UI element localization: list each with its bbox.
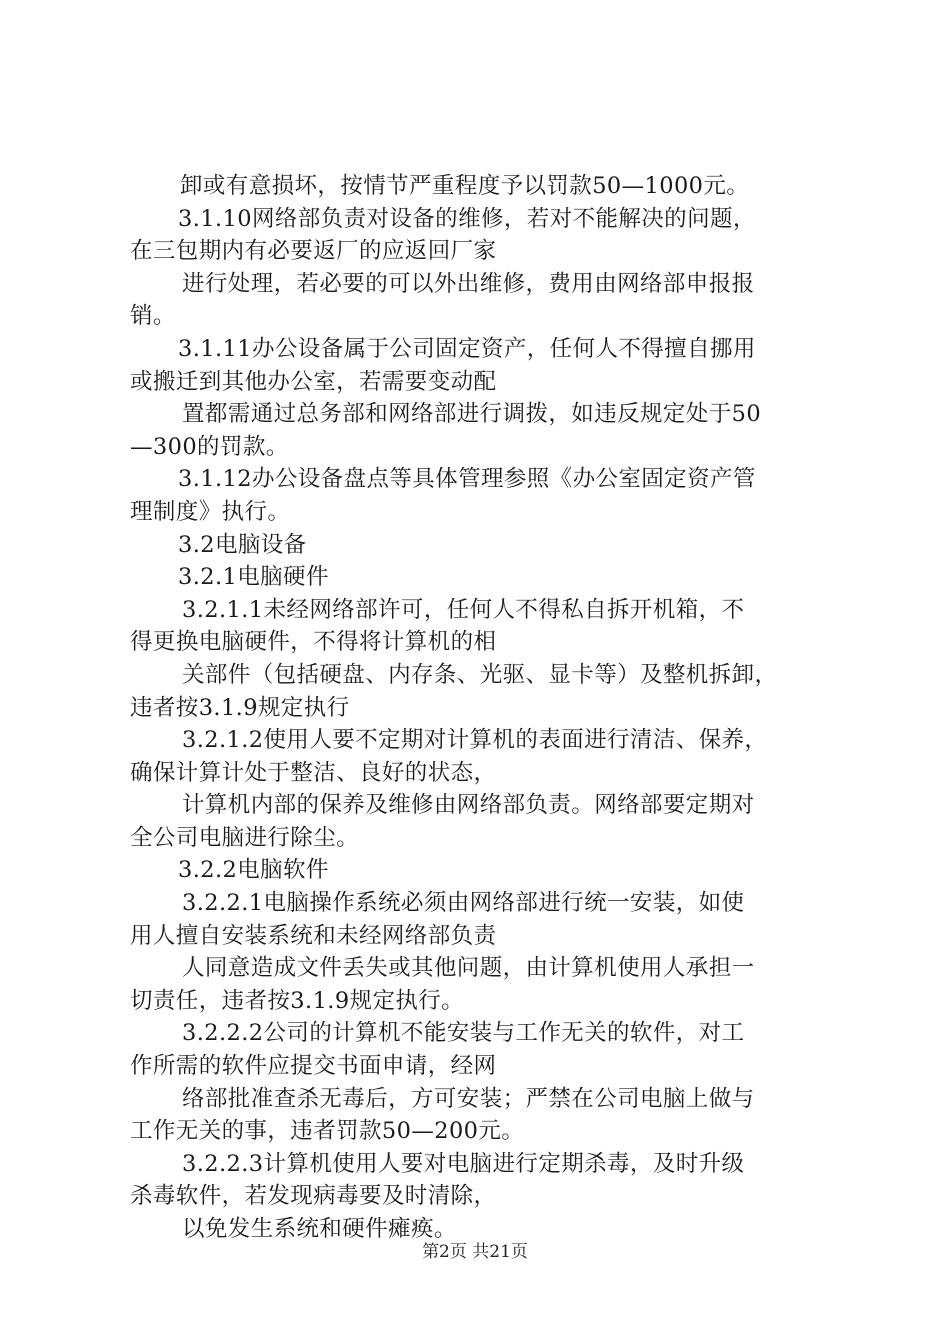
text-line: 3.2.1.2使用人要不定期对计算机的表面进行清洁、保养，	[182, 727, 768, 754]
text-line: 置都需通过总务部和网络部进行调拨，如违反规定处于50	[182, 401, 762, 428]
text-line: 关部件（包括硬盘、内存条、光驱、显卡等）及整机拆卸，	[182, 661, 778, 688]
text-line: 杀毒软件，若发现病毒要及时清除，	[130, 1183, 497, 1210]
text-line: 作所需的软件应提交书面申请，经网	[130, 1053, 497, 1080]
text-line: 人同意造成文件丢失或其他问题，由计算机使用人承担一	[182, 955, 755, 982]
text-line: 3.2.2.1电脑操作系统必须由网络部进行统一安装，如使	[182, 890, 745, 917]
text-line: 3.2.2电脑软件	[178, 857, 329, 884]
document-body	[130, 170, 835, 1246]
text-line: 3.2.1电脑硬件	[178, 564, 329, 591]
text-line: —300的罚款。	[130, 433, 289, 460]
text-line: 确保计算计处于整洁、良好的状态，	[130, 759, 497, 786]
text-line: 进行处理，若必要的可以外出维修，费用由网络部申报报	[182, 270, 755, 297]
text-line: 3.2.1.1未经网络部许可，任何人不得私自拆开机箱，不	[182, 596, 745, 623]
page-number-footer: 第2页 共21页	[422, 1242, 528, 1262]
text-line: 切责任，违者按3.1.9规定执行。	[130, 987, 465, 1014]
text-line: 全公司电脑进行除尘。	[130, 824, 360, 851]
text-line: 违者按3.1.9规定执行	[130, 694, 350, 721]
text-line: 在三包期内有必要返厂的应返回厂家	[130, 238, 497, 265]
text-line: 或搬迁到其他办公室，若需要变动配	[130, 368, 497, 395]
text-line: 销。	[130, 303, 176, 330]
text-line: 3.2.2.2公司的计算机不能安装与工作无关的软件，对工	[182, 1020, 745, 1047]
text-line: 以免发生系统和硬件瘫痪。	[182, 1216, 457, 1242]
text-line: 3.1.11办公设备属于公司固定资产，任何人不得擅自挪用	[178, 335, 756, 362]
text-line: 3.2.2.3计算机使用人要对电脑进行定期杀毒，及时升级	[182, 1150, 745, 1177]
text-line: 3.1.12办公设备盘点等具体管理参照《办公室固定资产管	[178, 466, 756, 493]
text-line: 3.1.10网络部负责对设备的维修，若对不能解决的问题，	[178, 205, 756, 232]
text-line: 卸或有意损坏，按情节严重程度予以罚款50—1000元。	[180, 173, 750, 199]
text-line: 计算机内部的保养及维修由网络部负责。网络部要定期对	[182, 792, 755, 819]
text-line: 理制度》执行。	[130, 498, 291, 525]
text-line: 用人擅自安装系统和未经网络部负责	[130, 922, 497, 949]
text-line: 3.2电脑设备	[178, 531, 307, 558]
text-line: 络部批准查杀无毒后，方可安装；严禁在公司电脑上做与	[182, 1085, 755, 1112]
text-line: 得更换电脑硬件，不得将计算机的相	[130, 629, 497, 656]
text-line: 工作无关的事，违者罚款50—200元。	[130, 1118, 525, 1145]
